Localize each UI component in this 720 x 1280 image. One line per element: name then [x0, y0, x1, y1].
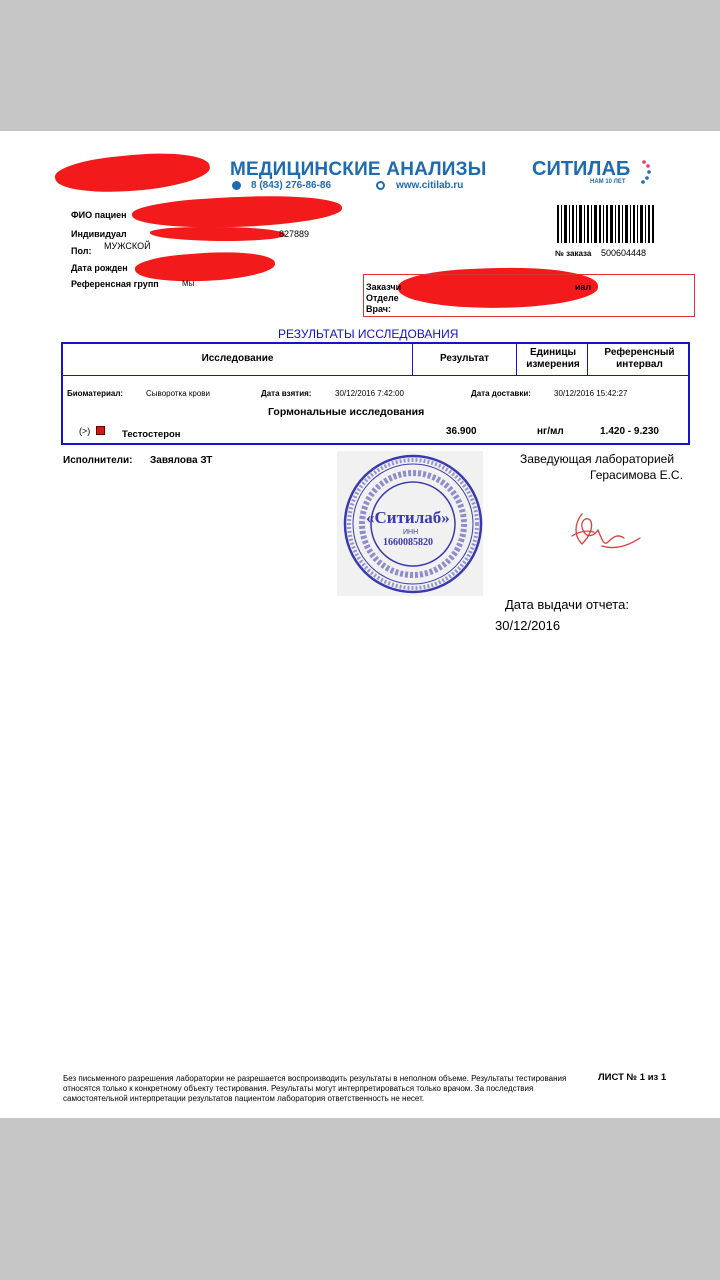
group-title: Гормональные исследования: [268, 406, 425, 418]
redaction-mark-fio: [131, 192, 342, 233]
biomaterial-value: Сыворотка крови: [146, 389, 210, 398]
issue-date-label: Дата выдачи отчета:: [505, 597, 629, 612]
department-label: Отделе: [366, 293, 399, 303]
col-header-study: Исследование: [201, 353, 274, 364]
redaction-mark-top: [54, 147, 212, 199]
delivered-label: Дата доставки:: [471, 389, 531, 398]
globe-icon: [376, 181, 385, 190]
col-header-ref: Референсный интервал: [604, 347, 675, 370]
customer-suffix: иал: [575, 282, 592, 292]
head-title: Заведующая лабораторией: [520, 452, 675, 466]
sex-label: Пол:: [71, 246, 92, 256]
biomaterial-label: Биоматериал:: [67, 389, 124, 398]
barcode: [557, 205, 654, 243]
order-number-label: № заказа: [555, 249, 592, 258]
fio-label: ФИО пациен: [71, 210, 127, 220]
doctor-label: Врач:: [366, 304, 392, 314]
results-table: [61, 342, 690, 445]
lab-report-page: [0, 131, 720, 1118]
sheet-number: ЛИСТ № 1 из 1: [598, 1072, 667, 1083]
dob-label: Дата рожден: [71, 263, 128, 273]
taken-label: Дата взятия:: [261, 389, 312, 398]
row-units: нг/мл: [537, 426, 564, 437]
row-result: 36.900: [446, 426, 477, 437]
id-label: Индивидуал: [71, 229, 127, 239]
logo-dots-icon: [638, 159, 652, 187]
signature: [568, 506, 644, 556]
executors-label: Исполнители:: [63, 455, 133, 466]
ref-group-value: Мы: [182, 279, 195, 288]
row-flag: (>): [79, 426, 91, 436]
footer-disclaimer: Без письменного разрешения лаборатории не разрешается воспроизводить результаты в неполном объеме. Результаты тестирования относятся только к конкретному объекту тестирования. Результаты могут интерпретироваться только врачом. За последствия самостоятельной интерпретации результатов пациентом лаборатория ответственность не несет.: [63, 1074, 567, 1103]
website: www.citilab.ru: [396, 180, 464, 191]
logo-tagline: НАМ 10 ЛЕТ: [590, 179, 626, 185]
stamp-center-text: «Ситилаб»: [366, 508, 450, 527]
taken-value: 30/12/2016 7:42:00: [335, 389, 404, 398]
row-ref: 1.420 - 9.230: [600, 426, 659, 437]
results-title: РЕЗУЛЬТАТЫ ИССЛЕДОВАНИЯ: [278, 327, 459, 341]
id-value: 827889: [279, 229, 310, 239]
head-name: Герасимова Е.С.: [590, 468, 683, 482]
citilab-logo-text: СИТИЛАБ: [532, 158, 631, 180]
executors-value: Завялова ЗТ: [150, 455, 213, 466]
customer-box: [363, 274, 695, 317]
customer-label: Заказчи: [366, 282, 402, 292]
stamp-inn-label: ИНН: [403, 529, 419, 536]
col-header-result: Результат: [439, 353, 490, 364]
brand-title: МЕДИЦИНСКИЕ АНАЛИЗЫ: [230, 159, 487, 180]
ref-group-label: Референсная групп: [71, 279, 159, 289]
phone-number: 8 (843) 276-86-86: [251, 180, 332, 191]
phone-icon: [232, 181, 241, 190]
stamp-inn-value: 1660085820: [383, 537, 433, 548]
issue-date-value: 30/12/2016: [495, 618, 561, 633]
col-header-units: Единицы измерения: [526, 347, 580, 370]
row-name: Тестостерон: [122, 429, 181, 440]
order-number-value: 500604448: [601, 248, 647, 258]
redaction-mark-id: [150, 227, 285, 241]
alert-flag-icon: [96, 426, 105, 435]
sex-value: МУЖСКОЙ: [104, 241, 151, 251]
delivered-value: 30/12/2016 15:42:27: [554, 389, 628, 398]
